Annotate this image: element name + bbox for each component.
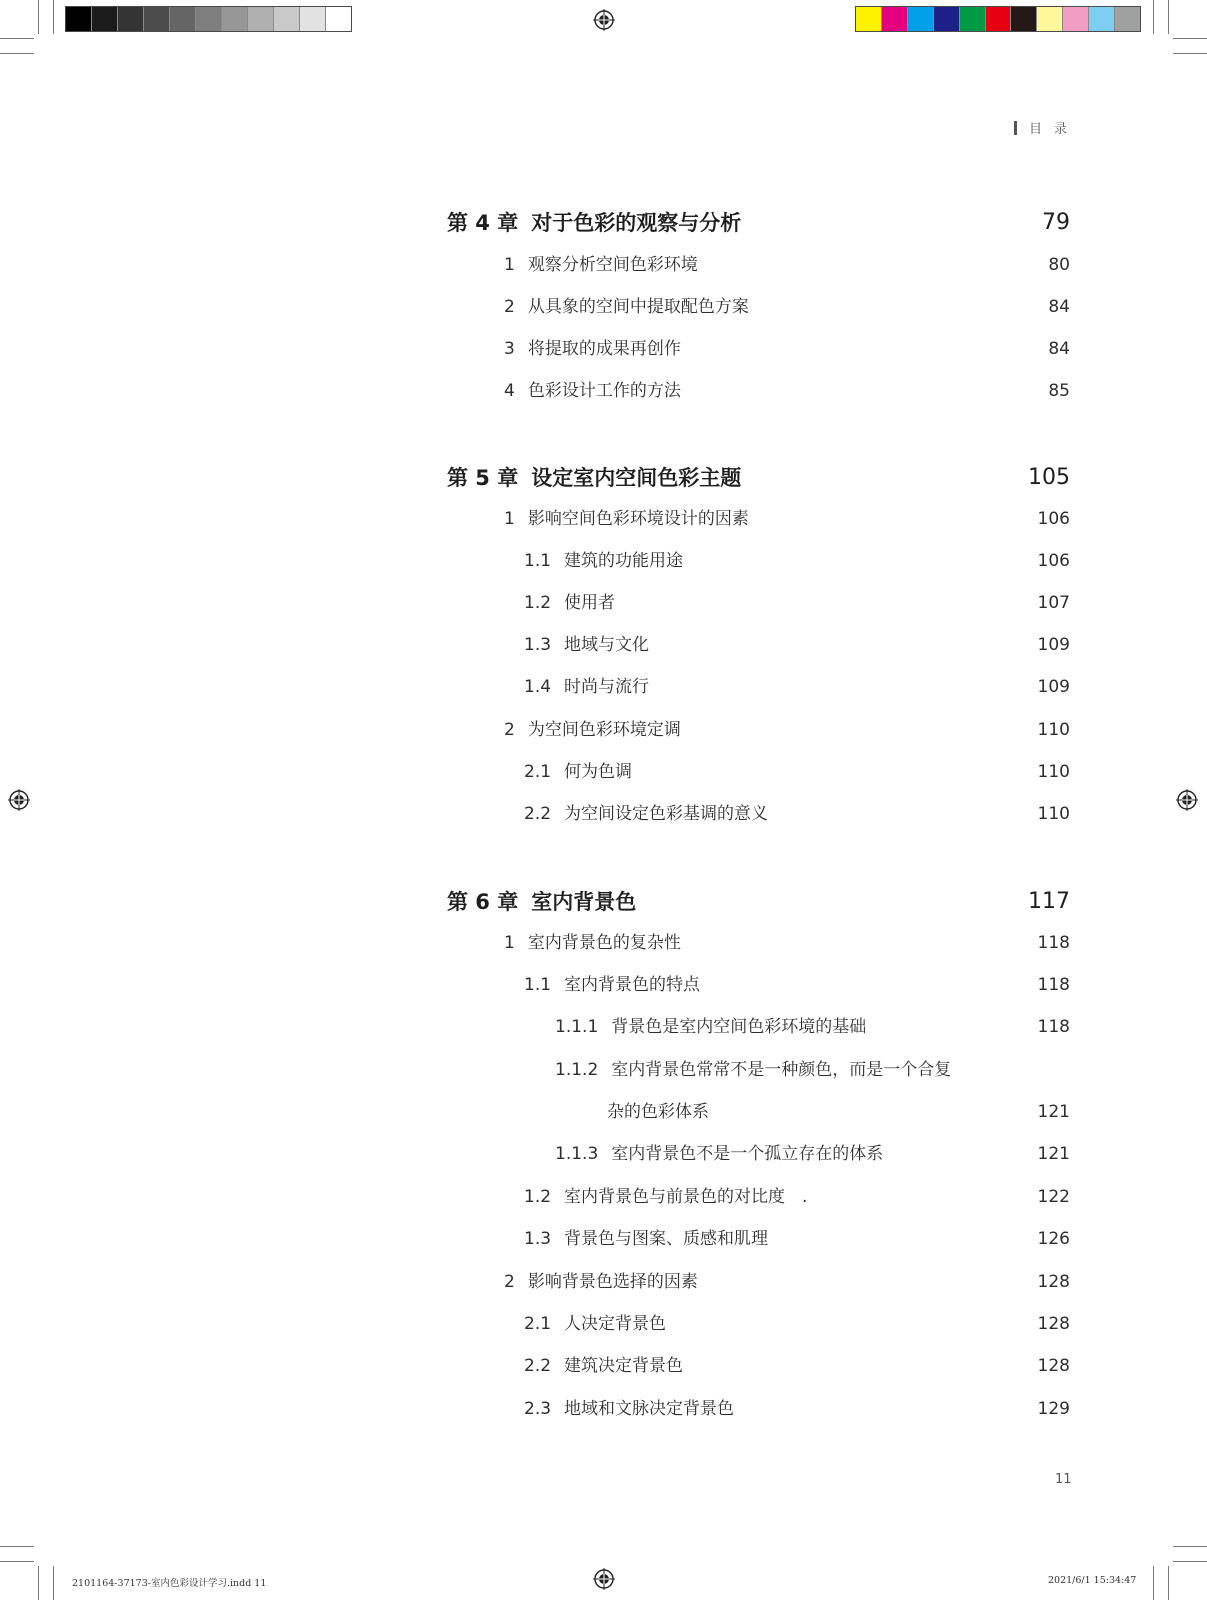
registration-mark-right-icon <box>1176 789 1198 811</box>
toc-entry[interactable] <box>0 1394 1070 1424</box>
crop-mark-top-left-h <box>0 38 34 39</box>
chapter-title: 设定室内空间色彩主题 <box>531 466 742 490</box>
entry-number: 1.3 <box>524 1229 552 1249</box>
chapter-title: 室内背景色 <box>531 890 637 914</box>
entry-page: 80 <box>1048 255 1070 275</box>
crop-mark-top-right-v <box>1153 0 1154 34</box>
toc-entry[interactable] <box>0 546 1070 576</box>
entry-number: 2.2 <box>524 804 552 824</box>
entry-title: 杂的色彩体系 <box>607 1102 709 1122</box>
slug-timestamp: 2021/6/1 15:34:47 <box>1048 1575 1137 1586</box>
color-swatch <box>959 7 985 31</box>
color-swatch <box>907 7 933 31</box>
toc-entry[interactable] <box>0 250 1070 280</box>
entry-title: 时尚与流行 <box>564 677 650 697</box>
color-swatch <box>1088 7 1114 31</box>
entry-page: 128 <box>1037 1272 1070 1292</box>
color-swatch <box>325 7 351 31</box>
color-swatch <box>66 7 91 31</box>
entry-title: 何为色调 <box>564 762 633 782</box>
toc-entry[interactable] <box>0 1309 1070 1339</box>
color-swatch <box>1010 7 1036 31</box>
entry-number: 1.1.3 <box>555 1144 599 1164</box>
toc-entry[interactable] <box>0 292 1070 322</box>
slug-file-name: 2101164-37173-室内色彩设计学习.indd 11 <box>72 1578 267 1589</box>
process-color-swatch-bar <box>855 6 1141 32</box>
entry-title: 将提取的成果再创作 <box>527 339 681 359</box>
toc-entry[interactable] <box>0 799 1070 829</box>
entry-page: 106 <box>1037 551 1070 571</box>
entry-title: 背景色与图案、质感和肌理 <box>564 1229 769 1249</box>
entry-number: 2 <box>504 1272 515 1292</box>
entry-number: 2.1 <box>524 762 552 782</box>
toc-entry[interactable] <box>0 376 1070 406</box>
entry-number: 2 <box>504 720 515 740</box>
color-swatch <box>856 7 881 31</box>
entry-page: 84 <box>1048 297 1070 317</box>
crop-mark-top-right-v2 <box>1168 0 1169 34</box>
entry-number: 3 <box>504 339 515 359</box>
crop-mark-bottom-left-v <box>38 1566 39 1600</box>
entry-title: 观察分析空间色彩环境 <box>527 255 698 275</box>
entry-page: 118 <box>1037 975 1070 995</box>
entry-number: 2.2 <box>524 1356 552 1376</box>
toc-entry[interactable] <box>0 630 1070 660</box>
color-swatch <box>1036 7 1062 31</box>
color-swatch <box>117 7 143 31</box>
crop-mark-top-right-h <box>1173 38 1207 39</box>
entry-number: 1 <box>504 509 515 529</box>
entry-page: 121 <box>1037 1144 1070 1164</box>
entry-title: 室内背景色的特点 <box>564 975 701 995</box>
toc-entry[interactable] <box>0 1267 1070 1297</box>
entry-title: 室内背景色的复杂性 <box>527 933 681 953</box>
entry-number: 1.3 <box>524 635 552 655</box>
crop-mark-top-left-v <box>38 0 39 34</box>
entry-title: 人决定背景色 <box>564 1314 667 1334</box>
toc-entry[interactable] <box>0 1055 1070 1085</box>
color-swatch <box>1114 7 1140 31</box>
entry-page: 121 <box>1037 1102 1070 1122</box>
entry-page: 118 <box>1037 1017 1070 1037</box>
color-swatch <box>143 7 169 31</box>
entry-page: 85 <box>1048 381 1070 401</box>
entry-number: 2.3 <box>524 1399 552 1419</box>
toc-entry-continuation[interactable] <box>0 1097 1070 1127</box>
entry-title: 室内背景色不是一个孤立存在的体系 <box>611 1144 884 1164</box>
grayscale-swatch-bar <box>65 6 352 32</box>
entry-number: 1.1 <box>524 551 552 571</box>
entry-number: 2.1 <box>524 1314 552 1334</box>
entry-number: 1.2 <box>524 593 552 613</box>
entry-number: 1 <box>504 255 515 275</box>
toc-entry[interactable] <box>0 1351 1070 1381</box>
color-swatch <box>933 7 959 31</box>
toc-entry[interactable] <box>0 1012 1070 1042</box>
toc-chapter-heading[interactable] <box>0 463 1070 493</box>
chapter-page: 79 <box>1042 210 1070 235</box>
entry-page: 109 <box>1037 635 1070 655</box>
entry-page: 128 <box>1037 1314 1070 1334</box>
crop-mark-bottom-right-v2 <box>1168 1566 1169 1600</box>
entry-number: 1.1 <box>524 975 552 995</box>
entry-page: 126 <box>1037 1229 1070 1249</box>
entry-page: 109 <box>1037 677 1070 697</box>
entry-page: 107 <box>1037 593 1070 613</box>
color-swatch <box>91 7 117 31</box>
entry-page: 129 <box>1037 1399 1070 1419</box>
entry-title: 影响空间色彩环境设计的因素 <box>527 509 749 529</box>
toc-entry[interactable] <box>0 715 1070 745</box>
color-swatch <box>299 7 325 31</box>
entry-page: 106 <box>1037 509 1070 529</box>
toc-entry[interactable] <box>0 588 1070 618</box>
toc-chapter-heading[interactable] <box>0 208 1070 238</box>
color-swatch <box>169 7 195 31</box>
chapter-number: 第 6 章 <box>447 890 519 914</box>
entry-page: 122 <box>1037 1187 1070 1207</box>
toc-chapter-heading[interactable] <box>0 887 1070 917</box>
entry-title: 为空间设定色彩基调的意义 <box>564 804 769 824</box>
entry-title: 为空间色彩环境定调 <box>527 720 681 740</box>
crop-mark-top-right-h2 <box>1173 53 1207 54</box>
entry-page: 128 <box>1037 1356 1070 1376</box>
crop-mark-top-left-v2 <box>53 0 54 34</box>
crop-mark-bottom-right-v <box>1153 1566 1154 1600</box>
chapter-title: 对于色彩的观察与分析 <box>531 211 742 235</box>
entry-number: 1.2 <box>524 1187 552 1207</box>
toc-entry[interactable] <box>0 1224 1070 1254</box>
crop-mark-bottom-right-h <box>1173 1546 1207 1547</box>
chapter-number: 第 4 章 <box>447 211 519 235</box>
running-header <box>1014 118 1079 137</box>
chapter-page: 117 <box>1028 889 1070 914</box>
entry-number: 1.1.1 <box>555 1017 599 1037</box>
entry-title: 室内背景色与前景色的对比度 . <box>564 1187 808 1207</box>
entry-title: 影响背景色选择的因素 <box>527 1272 698 1292</box>
entry-title: 建筑的功能用途 <box>564 551 684 571</box>
color-swatch <box>247 7 273 31</box>
entry-title: 从具象的空间中提取配色方案 <box>527 297 749 317</box>
entry-number: 1.1.2 <box>555 1060 599 1080</box>
entry-page: 118 <box>1037 933 1070 953</box>
toc-entry[interactable] <box>0 928 1070 958</box>
entry-page: 110 <box>1037 762 1070 782</box>
header-rule <box>1014 121 1017 135</box>
toc-entry[interactable] <box>0 334 1070 364</box>
entry-number: 4 <box>504 381 515 401</box>
color-swatch <box>881 7 907 31</box>
entry-page: 84 <box>1048 339 1070 359</box>
crop-mark-bottom-right-h2 <box>1173 1561 1207 1562</box>
crop-mark-bottom-left-h <box>0 1546 34 1547</box>
entry-number: 2 <box>504 297 515 317</box>
color-swatch <box>273 7 299 31</box>
color-swatch <box>985 7 1011 31</box>
toc-entry[interactable] <box>0 970 1070 1000</box>
toc-entry[interactable] <box>0 1182 1070 1212</box>
chapter-number: 第 5 章 <box>447 466 519 490</box>
header-section-label: 目录 <box>1029 122 1080 137</box>
color-swatch <box>1062 7 1088 31</box>
color-swatch <box>221 7 247 31</box>
entry-title: 地域和文脉决定背景色 <box>564 1399 735 1419</box>
entry-title: 色彩设计工作的方法 <box>527 381 681 401</box>
entry-title: 背景色是室内空间色彩环境的基础 <box>611 1017 867 1037</box>
entry-number: 1.4 <box>524 677 552 697</box>
crop-mark-top-left-h2 <box>0 53 34 54</box>
entry-page: 110 <box>1037 720 1070 740</box>
toc-entry[interactable] <box>0 757 1070 787</box>
entry-title: 地域与文化 <box>564 635 650 655</box>
toc-entry[interactable] <box>0 672 1070 702</box>
page-number: 11 <box>1055 1472 1072 1487</box>
entry-title: 使用者 <box>564 593 616 613</box>
registration-mark-top-icon <box>593 9 615 31</box>
entry-title: 室内背景色常常不是一种颜色，而是一个合复 <box>611 1060 952 1080</box>
entry-title: 建筑决定背景色 <box>564 1356 684 1376</box>
entry-page: 110 <box>1037 804 1070 824</box>
registration-mark-bottom-icon <box>593 1568 615 1590</box>
toc-entry[interactable] <box>0 504 1070 534</box>
crop-mark-bottom-left-h2 <box>0 1561 34 1562</box>
entry-number: 1 <box>504 933 515 953</box>
chapter-page: 105 <box>1028 465 1070 490</box>
toc-entry[interactable] <box>0 1139 1070 1169</box>
crop-mark-bottom-left-v2 <box>53 1566 54 1600</box>
color-swatch <box>195 7 221 31</box>
